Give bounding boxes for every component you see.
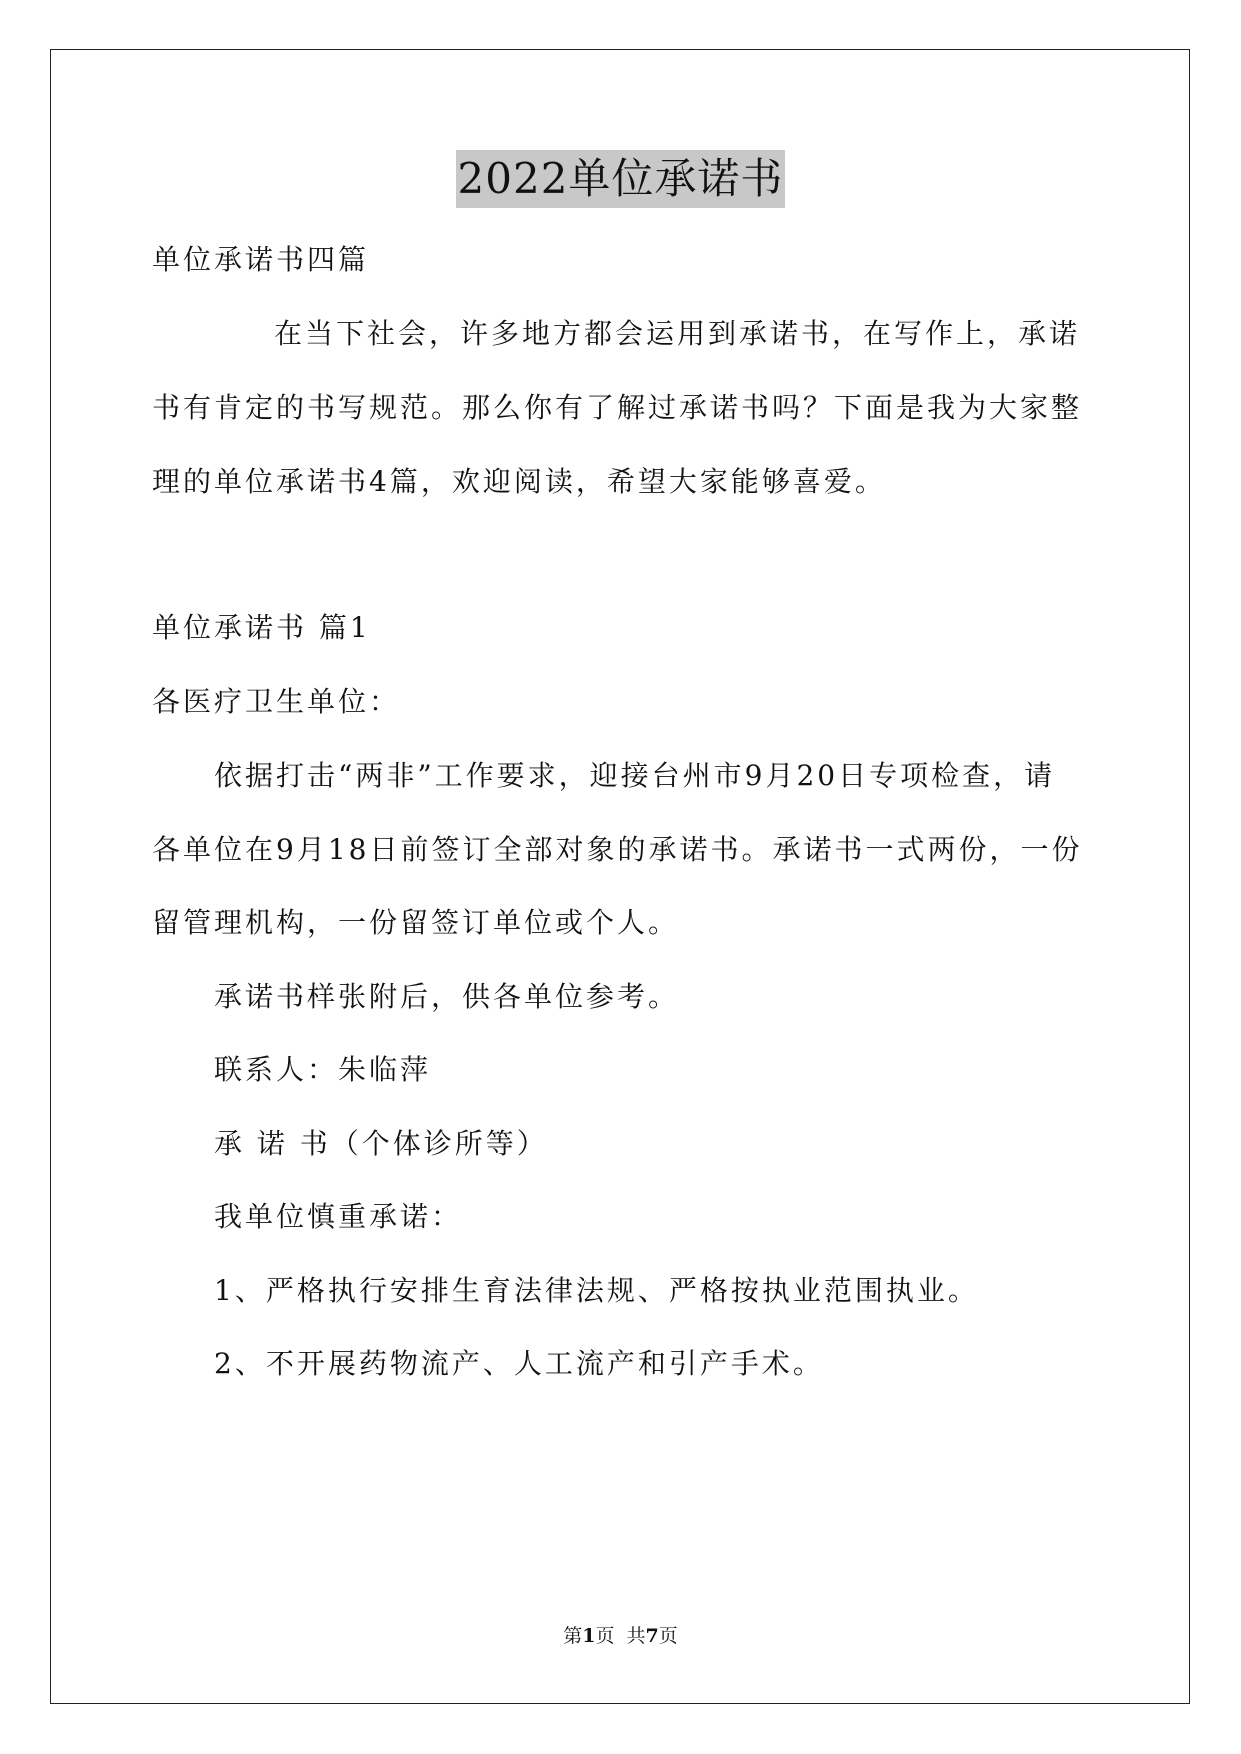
pledge-item-2: 2、不开展药物流产、人工流产和引产手术。: [214, 1347, 824, 1380]
intro-line-3: 理的单位承诺书4篇，欢迎阅读，希望大家能够喜爱。: [152, 465, 886, 498]
salutation: 各医疗卫生单位：: [152, 685, 401, 718]
document-subtitle: 单位承诺书四篇: [152, 243, 370, 276]
intro-line-1: 在当下社会，许多地方都会运用到承诺书，在写作上，承诺: [274, 317, 1081, 350]
pledge-intro: 我单位慎重承诺：: [214, 1200, 463, 1233]
body-line-3: 留管理机构，一份留签订单位或个人。: [152, 906, 680, 939]
footer-page-prefix: 第: [563, 1625, 583, 1647]
footer-page-suffix: 页: [658, 1625, 678, 1647]
title-container: [0, 150, 1241, 208]
pledge-item-1: 1、严格执行安排生育法律法规、严格按执业范围执业。: [214, 1274, 979, 1307]
body-line-2: 各单位在9月18日前签订全部对象的承诺书。承诺书一式两份，一份: [152, 833, 1083, 866]
body-line-1: 依据打击“两非”工作要求，迎接台州市9月20日专项检查，请: [214, 759, 1056, 792]
page-footer: [0, 1623, 1241, 1649]
footer-total-pages: 7: [645, 1625, 659, 1647]
pledge-title: 承 诺 书（个体诊所等）: [214, 1127, 548, 1160]
sample-note: 承诺书样张附后，供各单位参考。: [214, 980, 680, 1013]
document-title[interactable]: 2022单位承诺书: [456, 150, 786, 208]
footer-page-number: 1: [582, 1625, 596, 1647]
section-heading: 单位承诺书 篇1: [152, 611, 371, 644]
contact-line: 联系人：朱临萍: [214, 1053, 432, 1086]
footer-page-mid: 页 共: [595, 1625, 646, 1647]
intro-line-2: 书有肯定的书写规范。那么你有了解过承诺书吗？下面是我为大家整: [152, 391, 1083, 424]
page-border: [50, 49, 1190, 1704]
